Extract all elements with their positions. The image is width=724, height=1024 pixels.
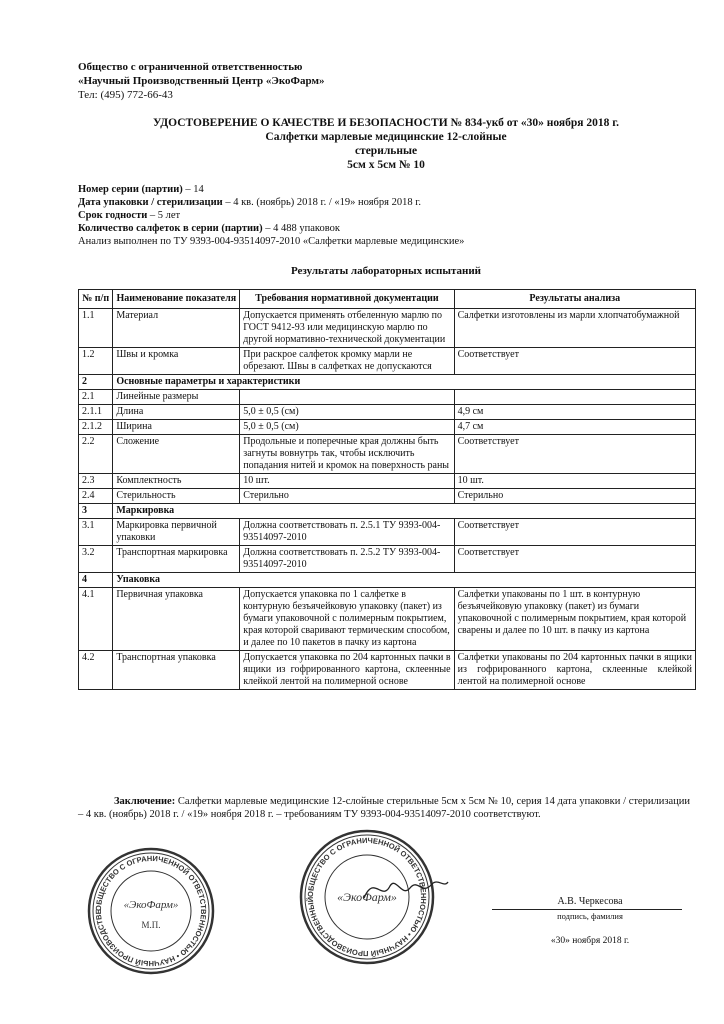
shelf-value: – 5 лет — [147, 210, 181, 221]
conclusion-label: Заключение: — [114, 796, 176, 807]
section-row — [79, 504, 696, 519]
section-row — [79, 375, 696, 390]
row-num: 3.1 — [79, 519, 113, 546]
row-result: Соответствует — [454, 435, 695, 474]
results-title: Результаты лабораторных испытаний — [290, 265, 482, 277]
row-result: 10 шт. — [454, 474, 695, 489]
table-row — [79, 309, 696, 348]
series-label: Номер серии (партии) — [78, 184, 183, 195]
company-phone: Тел: (495) 772-66-43 — [78, 89, 173, 101]
row-requirement — [240, 390, 454, 405]
section-title: Маркировка — [113, 504, 696, 519]
date-line — [78, 196, 698, 209]
series-value: – 14 — [182, 184, 204, 195]
row-requirement: Допускается применять отбеленную марлю по ГОСТ 9412-93 или медицинскую марлю по другой нормативно-технической документации — [240, 309, 454, 348]
table-row — [79, 519, 696, 546]
stamp-left-graphic — [86, 846, 216, 976]
row-requirement: Допускается упаковка по 1 салфетке в контурную безъячейковую упаковку (пакет) из бумаги упаковочной с полимерным покрытием, края которой сваривают термическим способом, и далее по 10 пакетов в пачку из картона — [240, 588, 454, 651]
signature-caption: подпись, фамилия — [557, 911, 623, 921]
row-num: 4.1 — [79, 588, 113, 651]
row-result: Соответствует — [454, 546, 695, 573]
row-num: 1.2 — [79, 348, 113, 375]
conclusion — [78, 795, 690, 821]
title-line-1: УДОСТОВЕРЕНИЕ О КАЧЕСТВЕ И БЕЗОПАСНОСТИ № 834-укб от «30» ноября 2018 г. — [152, 117, 620, 129]
results-table — [78, 289, 696, 690]
date-value: – 4 кв. (ноябрь) 2018 г. / «19» ноября 2018 г. — [222, 197, 421, 208]
title-line-4: 5см х 5см № 10 — [347, 159, 425, 171]
row-result: Салфетки упакованы по 204 картонных пачки в ящики из гофрированного картона, склеенные клейкой лентой на полимерной основе — [454, 651, 695, 690]
row-result: Стерильно — [454, 489, 695, 504]
section-title: Упаковка — [113, 573, 696, 588]
shelf-label: Срок годности — [78, 210, 148, 221]
row-name: Транспортная маркировка — [113, 546, 240, 573]
table-row — [79, 435, 696, 474]
table-header-row — [79, 290, 696, 309]
row-name: Маркировка первичной упаковки — [113, 519, 240, 546]
certificate-title — [78, 116, 694, 172]
row-num: 4.2 — [79, 651, 113, 690]
row-num: 3.2 — [79, 546, 113, 573]
table-row — [79, 420, 696, 435]
table-row — [79, 474, 696, 489]
date-label: Дата упаковки / стерилизации — [78, 197, 223, 208]
table-row — [79, 546, 696, 573]
section-title: Основные параметры и характеристики — [113, 375, 696, 390]
row-num: 2.4 — [79, 489, 113, 504]
table-row — [79, 405, 696, 420]
stamp-right-center: «ЭкоФарм» — [337, 890, 397, 904]
company-stamp-left — [86, 846, 216, 976]
section-row — [79, 573, 696, 588]
stamp-right-ring-text: ОБЩЕСТВО С ОГРАНИЧЕННОЙ ОТВЕТСТВЕННОСТЬЮ • НАУЧНЫЙ ПРОИЗВОДСТВЕННЫЙ — [305, 835, 429, 959]
section-num: 3 — [79, 504, 113, 519]
analysis-line: Анализ выполнен по ТУ 9393-004-93514097-2010 «Салфетки марлевые медицинские» — [78, 236, 465, 247]
row-name: Транспортная упаковка — [113, 651, 240, 690]
qty-label: Количество салфеток в серии (партии) — [78, 223, 263, 234]
header-requirements: Требования нормативной документации — [240, 290, 454, 309]
title-line-2: Салфетки марлевые медицинские 12-слойные — [265, 131, 507, 143]
row-name: Комплектность — [113, 474, 240, 489]
row-name: Стерильность — [113, 489, 240, 504]
table-row — [79, 348, 696, 375]
row-requirement: 10 шт. — [240, 474, 454, 489]
row-name: Сложение — [113, 435, 240, 474]
shelf-line — [78, 209, 698, 222]
row-requirement: Должна соответствовать п. 2.5.1 ТУ 9393-004-93514097-2010 — [240, 519, 454, 546]
table-row — [79, 489, 696, 504]
row-requirement: Должна соответствовать п. 2.5.2 ТУ 9393-004-93514097-2010 — [240, 546, 454, 573]
row-result: Соответствует — [454, 348, 695, 375]
header-num: № п/п — [79, 290, 113, 309]
table-row — [79, 588, 696, 651]
row-num: 2.1.1 — [79, 405, 113, 420]
row-num: 2.1 — [79, 390, 113, 405]
stamp-left-ring-text: ОБЩЕСТВО С ОГРАНИЧЕННОЙ ОТВЕТСТВЕННОСТЬЮ • НАУЧНЫЙ ПРОИЗВОДСТВЕ — [93, 853, 209, 969]
table-row — [79, 390, 696, 405]
row-requirement: 5,0 ± 0,5 (см) — [240, 405, 454, 420]
row-num: 2.3 — [79, 474, 113, 489]
company-line-1: Общество с ограниченной ответственностью — [78, 61, 303, 73]
stamp-left-mp: М.П. — [141, 920, 161, 930]
table-row — [79, 651, 696, 690]
series-line — [78, 183, 698, 196]
signature-line — [492, 909, 682, 910]
row-result: Салфетки изготовлены из марли хлопчатобумажной — [454, 309, 695, 348]
row-num: 2.2 — [79, 435, 113, 474]
section-num: 4 — [79, 573, 113, 588]
company-line-2: «Научный Производственный Центр «ЭкоФарм» — [78, 75, 325, 87]
qty-value: – 4 488 упаковок — [262, 223, 340, 234]
row-result — [454, 390, 695, 405]
qty-line — [78, 222, 698, 235]
row-name: Линейные размеры — [113, 390, 240, 405]
batch-info — [78, 183, 698, 248]
row-requirement: Стерильно — [240, 489, 454, 504]
row-name: Материал — [113, 309, 240, 348]
row-result: Салфетки упакованы по 1 шт. в контурную безъячейковую упаковку (пакет) из бумаги упаковочной с полимерным покрытием, края которой сварены и далее по 10 шт. в пачку из картона — [454, 588, 695, 651]
handwritten-signature — [360, 868, 450, 908]
row-name: Швы и кромка — [113, 348, 240, 375]
row-name: Первичная упаковка — [113, 588, 240, 651]
row-num: 1.1 — [79, 309, 113, 348]
row-result: 4,7 см — [454, 420, 695, 435]
conclusion-text: Салфетки марлевые медицинские 12-слойные стерильные 5см х 5см № 10, серия 14 дата упаковки / стерилизации – 4 кв. (ноябрь) 2018 г. / «19» ноября 2018 г. – требованиям ТУ 9393-004-93514097-2010 соответствуют. — [78, 796, 690, 820]
row-num: 2.1.2 — [79, 420, 113, 435]
header-results: Результаты анализа — [454, 290, 695, 309]
row-name: Длина — [113, 405, 240, 420]
title-line-3: стерильные — [354, 145, 418, 157]
row-requirement: При раскрое салфеток кромку марли не обрезают. Швы в салфетках не допускаются — [240, 348, 454, 375]
company-header — [78, 60, 324, 102]
row-result: Соответствует — [454, 519, 695, 546]
signature-date: «30» ноября 2018 г. — [550, 936, 630, 946]
row-requirement: Допускается упаковка по 204 картонных пачки в ящики из гофрированного картона, склеенные клейкой лентой на полимерной основе — [240, 651, 454, 690]
row-name: Ширина — [113, 420, 240, 435]
stamp-left-center: «ЭкоФарм» — [123, 899, 179, 911]
row-requirement: 5,0 ± 0,5 (см) — [240, 420, 454, 435]
signer-name: А.В. Черкесова — [557, 896, 623, 907]
section-num: 2 — [79, 375, 113, 390]
header-name: Наименование показателя — [113, 290, 240, 309]
row-requirement: Продольные и поперечные края должны быть загнуты вовнутрь так, чтобы исключить попадания нитей и кромок на поверхность раны — [240, 435, 454, 474]
row-result: 4,9 см — [454, 405, 695, 420]
